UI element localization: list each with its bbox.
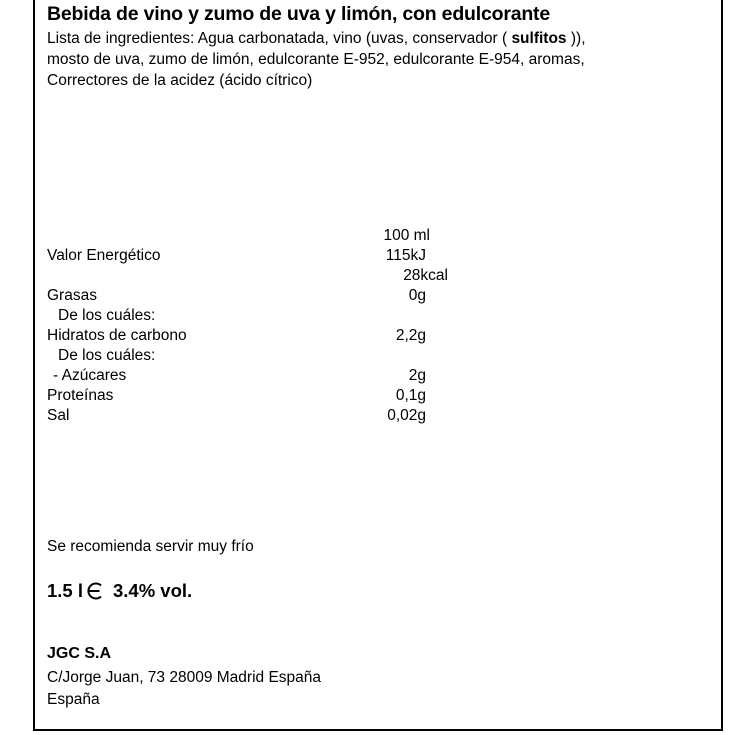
estimated-e-icon [85,581,105,601]
nutrition-value-protein: 0,1g [395,387,426,404]
nutrition-label-of-which-2: De los cuáles: [58,347,156,364]
nutrition-label-fat: Grasas [47,287,97,304]
company-address: C/Jorge Juan, 73 28009 Madrid España [47,669,322,686]
nutrition-value-fat: 0g [408,287,426,304]
nutrition-label-protein: Proteínas [47,387,114,404]
nutrition-value-energy-kj: 115kJ [385,247,426,264]
nutrition-label-salt: Sal [47,407,70,424]
nutrition-value-salt: 0,02g [387,407,426,424]
nutrition-label-carbs: Hidratos de carbono [47,327,187,344]
nutrition-value-carbs: 2,2g [395,327,426,344]
label-frame [33,0,723,731]
ingredients-line-3: Correctores de la acidez (ácido cítrico) [47,72,313,89]
ingredients-line-2: mosto de uva, zumo de limón, edulcorante E-952, edulcorante E-954, aromas, [47,51,585,68]
volume-quantity: 1.5 l [47,580,83,601]
serving-recommendation: Se recomienda servir muy frío [47,538,254,555]
allergen-sulfitos: sulfitos [511,30,567,47]
volume-line [47,580,192,602]
nutrition-label-energy: Valor Energético [47,247,161,264]
nutrition-header: 100 ml [383,227,430,244]
nutrition-value-sugars: 2g [408,367,426,384]
ingredients-text: Lista de ingredientes: Agua carbonatada, vino (uvas, conservador ( [47,30,512,47]
alcohol-content: 3.4% vol. [113,580,193,601]
product-title: Bebida de vino y zumo de uva y limón, con edulcorante [47,3,550,25]
company-country: España [47,691,100,708]
ingredients-text-end: )), [566,30,586,47]
nutrition-label-of-which-1: De los cuáles: [58,307,156,324]
company-name: JGC S.A [47,645,112,662]
nutrition-label-sugars: - Azúcares [53,367,127,384]
ingredients-line-1 [47,30,586,48]
nutrition-value-energy-kcal: 28kcal [403,267,448,284]
